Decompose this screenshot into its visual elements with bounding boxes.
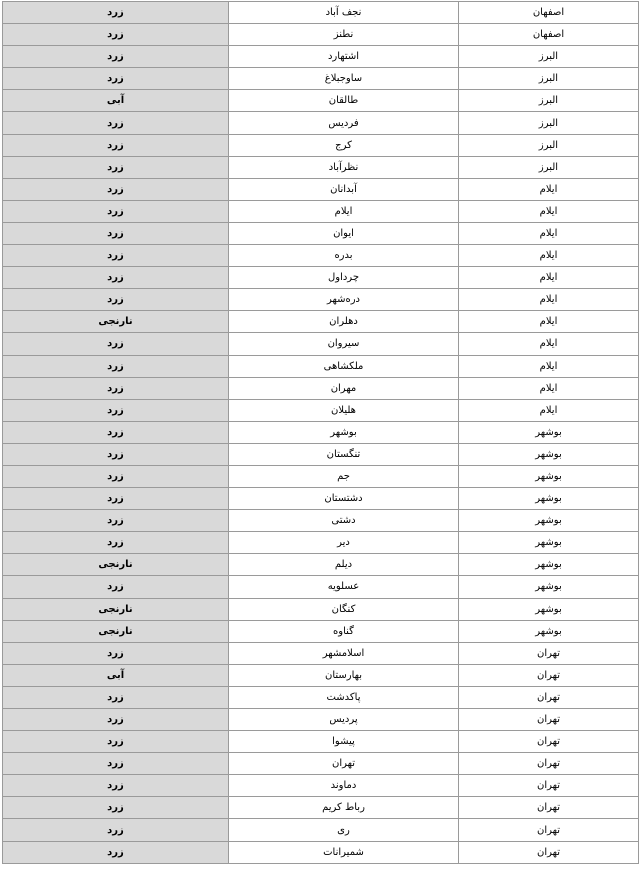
province-cell: ایلام <box>459 222 639 244</box>
status-cell: زرد <box>3 245 229 267</box>
city-cell: گناوه <box>229 620 459 642</box>
province-cell: بوشهر <box>459 465 639 487</box>
city-cell: سیروان <box>229 333 459 355</box>
table-row <box>3 664 639 686</box>
table-row <box>3 686 639 708</box>
status-cell: زرد <box>3 333 229 355</box>
province-cell: تهران <box>459 775 639 797</box>
city-cell: مهران <box>229 377 459 399</box>
province-cell: بوشهر <box>459 421 639 443</box>
city-cell: آبدانان <box>229 178 459 200</box>
province-cell: ایلام <box>459 333 639 355</box>
province-cell: ایلام <box>459 245 639 267</box>
status-cell: نارنجی <box>3 311 229 333</box>
table-row <box>3 289 639 311</box>
city-cell: تهران <box>229 753 459 775</box>
province-cell: ایلام <box>459 200 639 222</box>
status-cell: زرد <box>3 156 229 178</box>
status-cell: زرد <box>3 46 229 68</box>
table-row <box>3 532 639 554</box>
city-cell: ملکشاهی <box>229 355 459 377</box>
status-cell: زرد <box>3 134 229 156</box>
city-cell: ایلام <box>229 200 459 222</box>
table-row <box>3 156 639 178</box>
status-cell: آبی <box>3 664 229 686</box>
province-cell: البرز <box>459 68 639 90</box>
status-cell: نارنجی <box>3 620 229 642</box>
city-cell: نطنز <box>229 24 459 46</box>
status-cell: نارنجی <box>3 598 229 620</box>
status-cell: زرد <box>3 731 229 753</box>
status-cell: زرد <box>3 355 229 377</box>
status-cell: زرد <box>3 289 229 311</box>
city-cell: اسلامشهر <box>229 642 459 664</box>
status-cell: زرد <box>3 2 229 24</box>
table-row <box>3 178 639 200</box>
province-cell: بوشهر <box>459 576 639 598</box>
table-row <box>3 443 639 465</box>
province-cell: بوشهر <box>459 510 639 532</box>
table-row <box>3 355 639 377</box>
city-cell: تنگستان <box>229 443 459 465</box>
city-cell: دیر <box>229 532 459 554</box>
province-cell: تهران <box>459 753 639 775</box>
table-row <box>3 753 639 775</box>
table-row <box>3 598 639 620</box>
province-cell: ایلام <box>459 355 639 377</box>
province-cell: بوشهر <box>459 532 639 554</box>
status-cell: زرد <box>3 267 229 289</box>
table-row <box>3 510 639 532</box>
city-cell: فردیس <box>229 112 459 134</box>
table-row <box>3 399 639 421</box>
province-cell: ایلام <box>459 377 639 399</box>
province-cell: تهران <box>459 709 639 731</box>
city-cell: شمیرانات <box>229 841 459 863</box>
province-cell: البرز <box>459 112 639 134</box>
province-cell: بوشهر <box>459 554 639 576</box>
status-cell: زرد <box>3 222 229 244</box>
city-cell: اشتهارد <box>229 46 459 68</box>
province-cell: بوشهر <box>459 443 639 465</box>
status-cell: زرد <box>3 532 229 554</box>
province-cell: تهران <box>459 797 639 819</box>
province-cell: اصفهان <box>459 24 639 46</box>
province-cell: ایلام <box>459 311 639 333</box>
province-cell: البرز <box>459 90 639 112</box>
city-cell: بدره <box>229 245 459 267</box>
table-row <box>3 267 639 289</box>
city-cell: بوشهر <box>229 421 459 443</box>
province-cell: تهران <box>459 664 639 686</box>
table-row <box>3 90 639 112</box>
province-cell: اصفهان <box>459 2 639 24</box>
table-row <box>3 2 639 24</box>
status-cell: زرد <box>3 178 229 200</box>
city-status-table <box>2 1 639 864</box>
city-cell: پاکدشت <box>229 686 459 708</box>
city-cell: پردیس <box>229 709 459 731</box>
status-cell: زرد <box>3 841 229 863</box>
city-cell: ایوان <box>229 222 459 244</box>
table-row <box>3 642 639 664</box>
province-cell: البرز <box>459 156 639 178</box>
city-cell: دیلم <box>229 554 459 576</box>
status-cell: زرد <box>3 399 229 421</box>
city-cell: دهلران <box>229 311 459 333</box>
province-cell: ایلام <box>459 267 639 289</box>
city-cell: پیشوا <box>229 731 459 753</box>
status-cell: زرد <box>3 377 229 399</box>
table-row <box>3 222 639 244</box>
city-cell: دره‌شهر <box>229 289 459 311</box>
status-cell: زرد <box>3 24 229 46</box>
status-cell: زرد <box>3 488 229 510</box>
status-cell: زرد <box>3 200 229 222</box>
table-row <box>3 465 639 487</box>
province-cell: البرز <box>459 46 639 68</box>
table-body <box>3 2 639 864</box>
city-cell: چرداول <box>229 267 459 289</box>
city-cell: بهارستان <box>229 664 459 686</box>
province-cell: ایلام <box>459 178 639 200</box>
table-row <box>3 775 639 797</box>
province-cell: تهران <box>459 731 639 753</box>
city-cell: عسلویه <box>229 576 459 598</box>
city-cell: نظرآباد <box>229 156 459 178</box>
table-row <box>3 333 639 355</box>
city-cell: کرج <box>229 134 459 156</box>
province-cell: البرز <box>459 134 639 156</box>
province-cell: ایلام <box>459 289 639 311</box>
city-status-table-container <box>2 1 638 864</box>
status-cell: زرد <box>3 775 229 797</box>
city-cell: جم <box>229 465 459 487</box>
city-cell: دماوند <box>229 775 459 797</box>
province-cell: ایلام <box>459 399 639 421</box>
table-row <box>3 819 639 841</box>
table-row <box>3 709 639 731</box>
table-row <box>3 841 639 863</box>
table-row <box>3 68 639 90</box>
table-row <box>3 24 639 46</box>
table-row <box>3 620 639 642</box>
city-cell: ری <box>229 819 459 841</box>
table-row <box>3 421 639 443</box>
city-cell: کنگان <box>229 598 459 620</box>
status-cell: زرد <box>3 576 229 598</box>
city-cell: رباط کریم <box>229 797 459 819</box>
table-row <box>3 311 639 333</box>
table-row <box>3 488 639 510</box>
status-cell: آبی <box>3 90 229 112</box>
province-cell: تهران <box>459 819 639 841</box>
status-cell: زرد <box>3 819 229 841</box>
status-cell: زرد <box>3 753 229 775</box>
province-cell: تهران <box>459 841 639 863</box>
status-cell: زرد <box>3 421 229 443</box>
city-cell: طالقان <box>229 90 459 112</box>
table-row <box>3 46 639 68</box>
status-cell: زرد <box>3 510 229 532</box>
status-cell: زرد <box>3 709 229 731</box>
status-cell: زرد <box>3 797 229 819</box>
table-row <box>3 576 639 598</box>
city-cell: هلیلان <box>229 399 459 421</box>
province-cell: تهران <box>459 686 639 708</box>
city-cell: دشتستان <box>229 488 459 510</box>
city-cell: دشتی <box>229 510 459 532</box>
table-row <box>3 731 639 753</box>
status-cell: زرد <box>3 68 229 90</box>
province-cell: تهران <box>459 642 639 664</box>
city-cell: ساوجبلاغ <box>229 68 459 90</box>
city-cell: نجف آباد <box>229 2 459 24</box>
table-row <box>3 200 639 222</box>
status-cell: زرد <box>3 686 229 708</box>
province-cell: بوشهر <box>459 488 639 510</box>
status-cell: زرد <box>3 642 229 664</box>
status-cell: نارنجی <box>3 554 229 576</box>
table-row <box>3 112 639 134</box>
status-cell: زرد <box>3 112 229 134</box>
table-row <box>3 554 639 576</box>
status-cell: زرد <box>3 443 229 465</box>
table-row <box>3 797 639 819</box>
status-cell: زرد <box>3 465 229 487</box>
province-cell: بوشهر <box>459 620 639 642</box>
table-row <box>3 245 639 267</box>
province-cell: بوشهر <box>459 598 639 620</box>
table-row <box>3 134 639 156</box>
table-row <box>3 377 639 399</box>
